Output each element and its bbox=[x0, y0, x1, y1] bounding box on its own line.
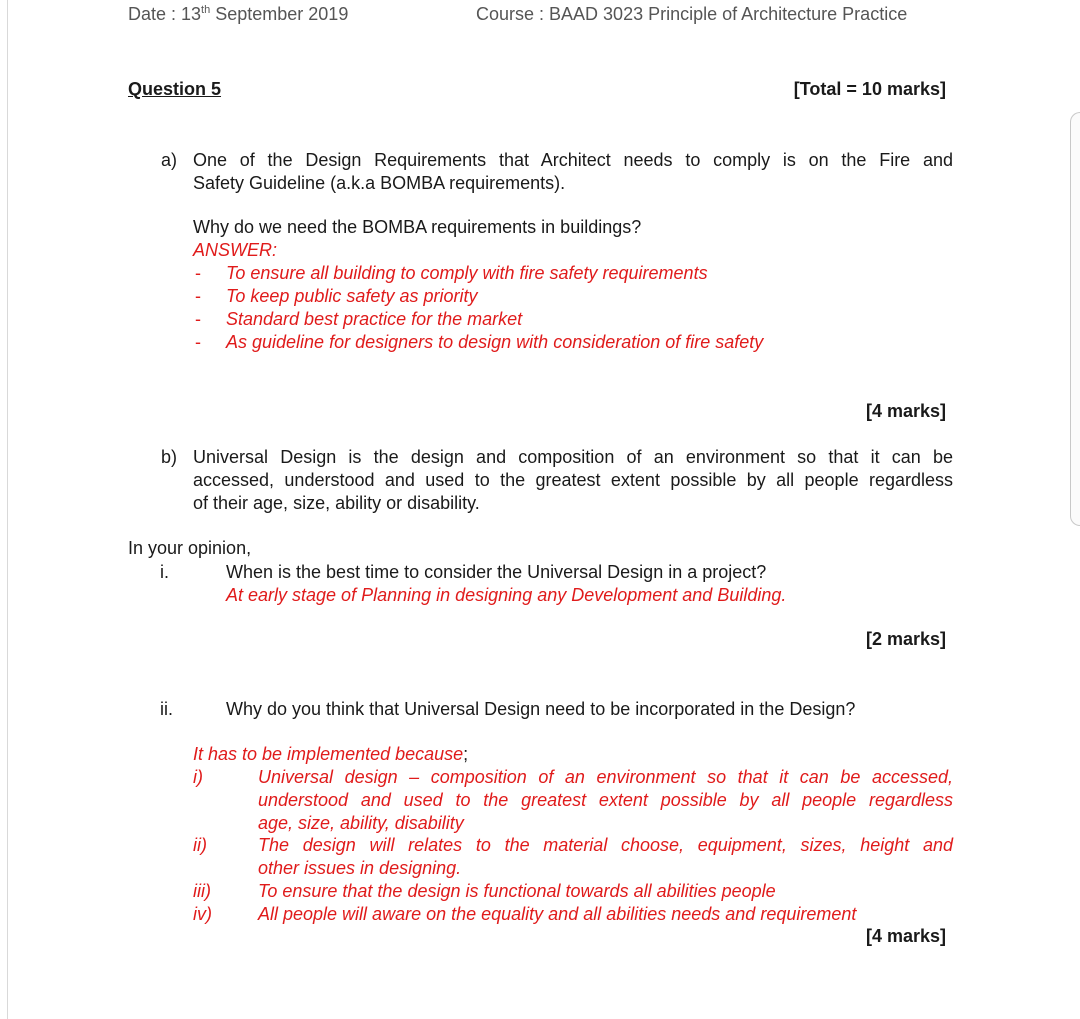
part-a-answer-item: To ensure all building to comply with fire safety requirements bbox=[226, 263, 708, 283]
header-date: Date : 13th September 2019 bbox=[128, 4, 349, 24]
sub-ii-answer-line: To ensure that the design is functional towards all abilities people bbox=[258, 881, 776, 901]
sub-ii-answer-num: ii) bbox=[193, 835, 207, 855]
part-b-label: b) bbox=[161, 447, 178, 467]
sub-i-answer: At early stage of Planning in designing any Development and Building. bbox=[226, 585, 787, 605]
sub-ii-answer-num: iii) bbox=[193, 881, 211, 901]
scroll-handle[interactable] bbox=[1070, 112, 1080, 526]
question-total-marks: [Total = 10 marks] bbox=[793, 79, 946, 99]
sub-i-question: When is the best time to consider the Universal Design in a project? bbox=[226, 562, 767, 582]
sub-ii-answer-line: age, size, ability, disability bbox=[258, 813, 464, 833]
part-a-answer-item: To keep public safety as priority bbox=[226, 286, 478, 306]
part-a-text-line1: One of the Design Requirements that Architect needs to comply is on the Fire and bbox=[193, 150, 953, 170]
part-a-answer-item: As guideline for designers to design with consideration of fire safety bbox=[226, 332, 764, 352]
sub-ii-answer-line: The design will relates to the material choose, equipment, sizes, height and bbox=[258, 835, 953, 855]
sub-i-label: i. bbox=[160, 562, 169, 582]
header-course: Course : BAAD 3023 Principle of Architecture Practice bbox=[476, 4, 908, 24]
sub-ii-label: ii. bbox=[160, 699, 173, 719]
part-a-label: a) bbox=[161, 150, 178, 170]
sub-ii-answer-num: i) bbox=[193, 767, 203, 787]
sub-ii-marks: [4 marks] bbox=[865, 926, 946, 946]
sub-ii-answer-num: iv) bbox=[193, 904, 212, 924]
sub-ii-answer-line: understood and used to the greatest extent possible by all people regardless bbox=[258, 790, 953, 810]
part-a-answer-item: Standard best practice for the market bbox=[226, 309, 523, 329]
part-a-marks: [4 marks] bbox=[865, 401, 946, 421]
bullet-dash: - bbox=[195, 309, 201, 329]
question-title: Question 5 bbox=[128, 79, 222, 99]
part-a-question: Why do we need the BOMBA requirements in buildings? bbox=[193, 217, 642, 237]
part-b-opinion: In your opinion, bbox=[128, 538, 252, 558]
sub-ii-answer-line: Universal design – composition of an environment so that it can be accessed, bbox=[258, 767, 953, 787]
sub-ii-answer-line: other issues in designing. bbox=[258, 858, 462, 878]
part-b-text-line3: of their age, size, ability or disability. bbox=[193, 493, 480, 513]
bullet-dash: - bbox=[195, 263, 201, 283]
bullet-dash: - bbox=[195, 286, 201, 306]
part-a-answer-label: ANSWER: bbox=[193, 240, 278, 260]
page-edge bbox=[7, 0, 8, 1019]
part-b-text-line1: Universal Design is the design and composition of an environment so that it can be bbox=[193, 447, 953, 467]
sub-ii-answer-line: All people will aware on the equality and all abilities needs and requirement bbox=[258, 904, 857, 924]
part-a-text-line2: Safety Guideline (a.k.a BOMBA requirements). bbox=[193, 173, 566, 193]
bullet-dash: - bbox=[195, 332, 201, 352]
sub-ii-intro: It has to be implemented because; bbox=[193, 744, 469, 764]
sub-i-marks: [2 marks] bbox=[865, 629, 946, 649]
part-b-text-line2: accessed, understood and used to the greatest extent possible by all people regardless bbox=[193, 470, 953, 490]
sub-ii-question: Why do you think that Universal Design need to be incorporated in the Design? bbox=[226, 699, 856, 719]
